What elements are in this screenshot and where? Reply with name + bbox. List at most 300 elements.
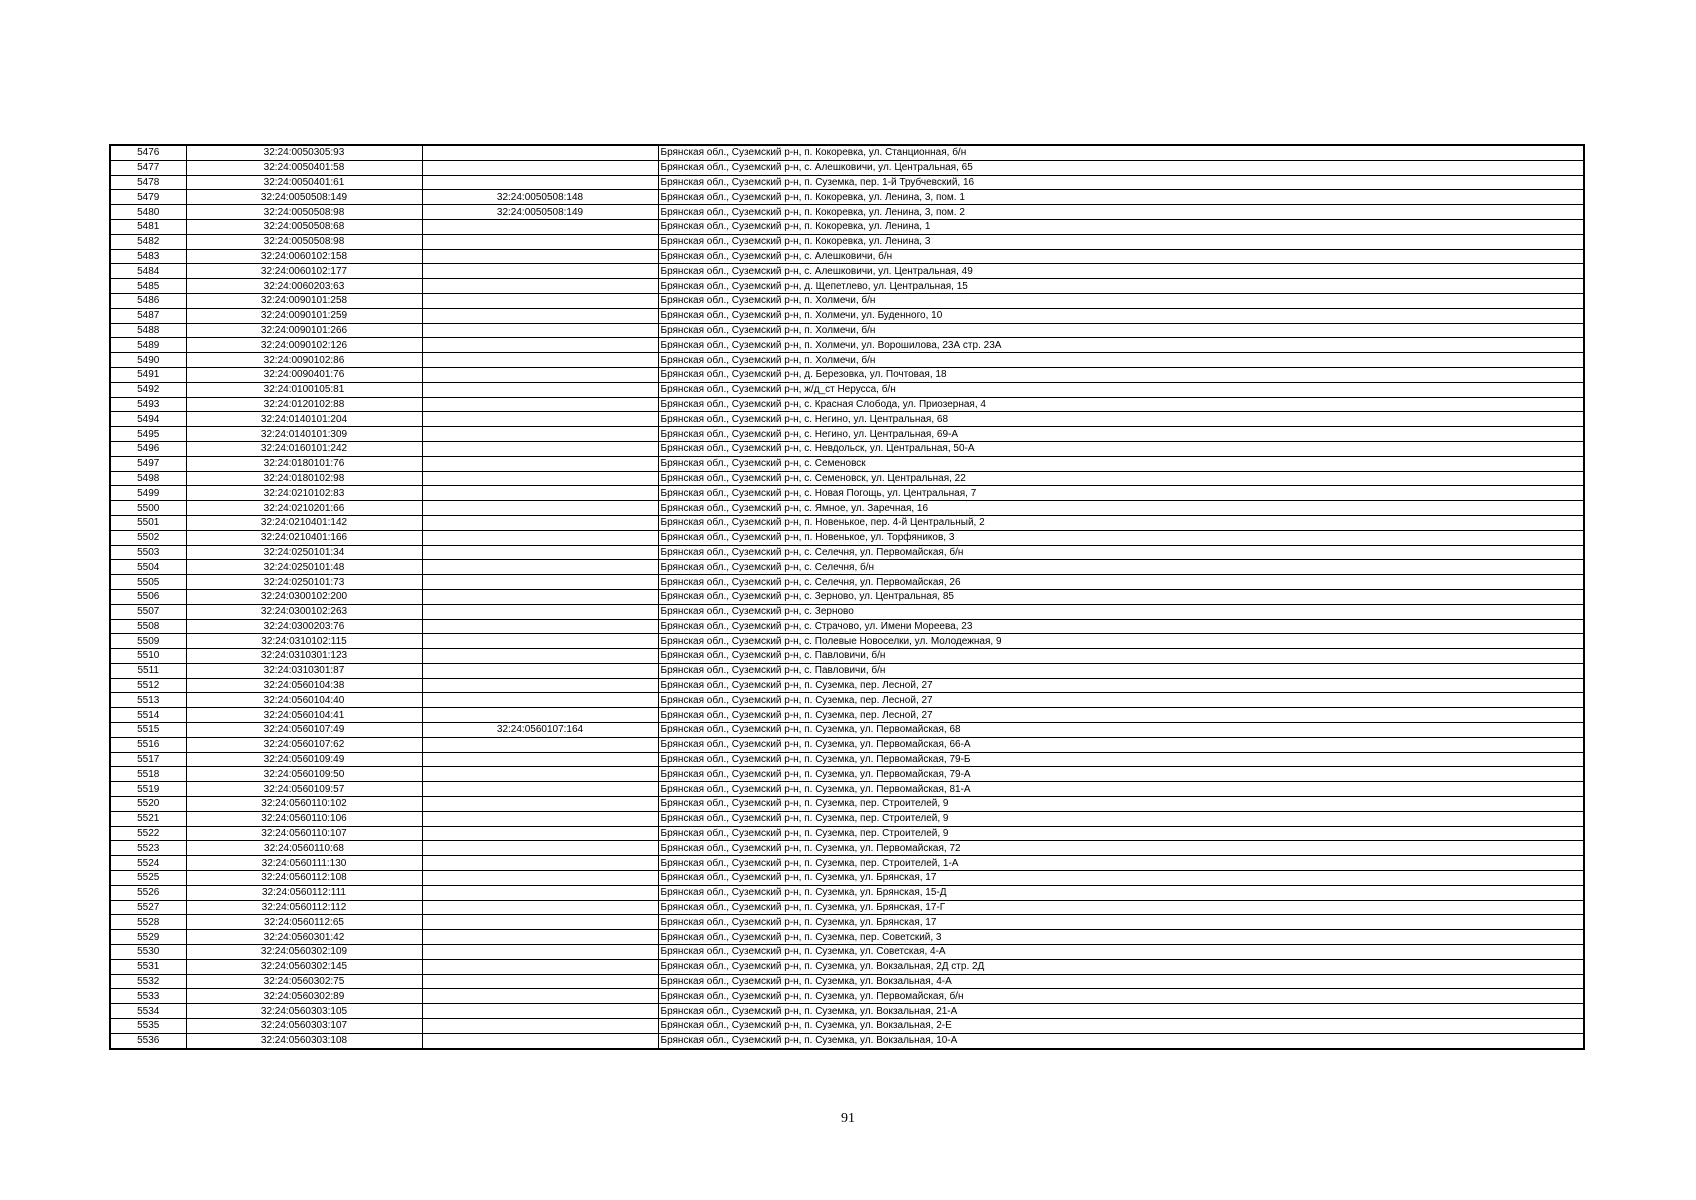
table-row — [110, 338, 1584, 353]
related-cadastral-number-cell — [422, 797, 658, 812]
related-cadastral-number-cell — [422, 219, 658, 234]
cadastral-number-cell: 32:24:0100105:81 — [186, 382, 422, 397]
address-cell: Брянская обл., Суземский р-н, с. Алешковичи, ул. Центральная, 65 — [658, 160, 1584, 175]
cadastral-number-cell: 32:24:0090102:86 — [186, 353, 422, 368]
related-cadastral-number-cell — [422, 841, 658, 856]
related-cadastral-number-cell — [422, 515, 658, 530]
address-cell: Брянская обл., Суземский р-н, п. Суземка, пер. Лесной, 27 — [658, 678, 1584, 693]
related-cadastral-number-cell — [422, 693, 658, 708]
row-number-cell: 5484 — [110, 264, 186, 279]
row-number-cell: 5489 — [110, 338, 186, 353]
cadastral-number-cell: 32:24:0560110:106 — [186, 811, 422, 826]
row-number-cell: 5536 — [110, 1033, 186, 1048]
cadastral-number-cell: 32:24:0050508:98 — [186, 205, 422, 220]
table-row — [110, 915, 1584, 930]
table-row — [110, 145, 1584, 160]
row-number-cell: 5511 — [110, 663, 186, 678]
related-cadastral-number-cell — [422, 560, 658, 575]
address-cell: Брянская обл., Суземский р-н, с. Селечня, ул. Первомайская, 26 — [658, 575, 1584, 590]
cadastral-number-cell: 32:24:0250101:34 — [186, 545, 422, 560]
related-cadastral-number-cell — [422, 767, 658, 782]
cadastral-number-cell: 32:24:0560104:40 — [186, 693, 422, 708]
row-number-cell: 5493 — [110, 397, 186, 412]
row-number-cell: 5512 — [110, 678, 186, 693]
row-number-cell: 5494 — [110, 412, 186, 427]
related-cadastral-number-cell — [422, 737, 658, 752]
row-number-cell: 5525 — [110, 871, 186, 886]
address-cell: Брянская обл., Суземский р-н, п. Суземка, ул. Первомайская, 81-А — [658, 782, 1584, 797]
row-number-cell: 5521 — [110, 811, 186, 826]
cadastral-number-cell: 32:24:0560112:111 — [186, 885, 422, 900]
related-cadastral-number-cell — [422, 471, 658, 486]
row-number-cell: 5530 — [110, 945, 186, 960]
table-row — [110, 234, 1584, 249]
related-cadastral-number-cell — [422, 175, 658, 190]
row-number-cell: 5503 — [110, 545, 186, 560]
address-cell: Брянская обл., Суземский р-н, с. Страчово, ул. Имени Мореева, 23 — [658, 619, 1584, 634]
row-number-cell: 5497 — [110, 456, 186, 471]
table-row — [110, 501, 1584, 516]
address-cell: Брянская обл., Суземский р-н, п. Кокоревка, ул. Ленина, 3, пом. 1 — [658, 190, 1584, 205]
table-row — [110, 160, 1584, 175]
table-row — [110, 678, 1584, 693]
cadastral-number-cell: 32:24:0060102:158 — [186, 249, 422, 264]
row-number-cell: 5491 — [110, 367, 186, 382]
row-number-cell: 5495 — [110, 427, 186, 442]
address-cell: Брянская обл., Суземский р-н, п. Кокоревка, ул. Ленина, 3 — [658, 234, 1584, 249]
table-row — [110, 367, 1584, 382]
cadastral-number-cell: 32:24:0090101:266 — [186, 323, 422, 338]
related-cadastral-number-cell — [422, 663, 658, 678]
row-number-cell: 5507 — [110, 604, 186, 619]
address-cell: Брянская обл., Суземский р-н, п. Суземка, ул. Советская, 4-А — [658, 945, 1584, 960]
address-cell: Брянская обл., Суземский р-н, п. Холмечи, б/н — [658, 293, 1584, 308]
table-row — [110, 456, 1584, 471]
table-row — [110, 560, 1584, 575]
related-cadastral-number-cell — [422, 234, 658, 249]
address-cell: Брянская обл., Суземский р-н, п. Суземка, пер. Строителей, 9 — [658, 826, 1584, 841]
table-row — [110, 663, 1584, 678]
table-row — [110, 959, 1584, 974]
table-row — [110, 1019, 1584, 1034]
cadastral-number-cell: 32:24:0310102:115 — [186, 634, 422, 649]
cadastral-number-cell: 32:24:0090101:258 — [186, 293, 422, 308]
related-cadastral-number-cell — [422, 589, 658, 604]
address-cell: Брянская обл., Суземский р-н, п. Холмечи, ул. Ворошилова, 23А стр. 23А — [658, 338, 1584, 353]
table-row — [110, 486, 1584, 501]
table-row — [110, 604, 1584, 619]
related-cadastral-number-cell — [422, 974, 658, 989]
related-cadastral-number-cell — [422, 427, 658, 442]
related-cadastral-number-cell — [422, 915, 658, 930]
address-cell: Брянская обл., Суземский р-н, д. Щепетлево, ул. Центральная, 15 — [658, 279, 1584, 294]
page-number: 91 — [841, 1111, 855, 1126]
table-row — [110, 871, 1584, 886]
cadastral-number-cell: 32:24:0180102:98 — [186, 471, 422, 486]
row-number-cell: 5517 — [110, 752, 186, 767]
cadastral-number-cell: 32:24:0090102:126 — [186, 338, 422, 353]
address-cell: Брянская обл., Суземский р-н, п. Кокоревка, ул. Ленина, 3, пом. 2 — [658, 205, 1584, 220]
related-cadastral-number-cell — [422, 249, 658, 264]
table-row — [110, 782, 1584, 797]
row-number-cell: 5498 — [110, 471, 186, 486]
address-cell: Брянская обл., Суземский р-н, п. Суземка, пер. Советский, 3 — [658, 930, 1584, 945]
cadastral-number-cell: 32:24:0120102:88 — [186, 397, 422, 412]
row-number-cell: 5478 — [110, 175, 186, 190]
related-cadastral-number-cell — [422, 1019, 658, 1034]
cadastral-number-cell: 32:24:0560112:112 — [186, 900, 422, 915]
address-cell: Брянская обл., Суземский р-н, п. Холмечи, б/н — [658, 323, 1584, 338]
related-cadastral-number-cell — [422, 959, 658, 974]
related-cadastral-number-cell — [422, 634, 658, 649]
row-number-cell: 5531 — [110, 959, 186, 974]
table-row — [110, 219, 1584, 234]
address-cell: Брянская обл., Суземский р-н, п. Новенькое, ул. Торфяников, 3 — [658, 530, 1584, 545]
cadastral-number-cell: 32:24:0210201:66 — [186, 501, 422, 516]
related-cadastral-number-cell — [422, 456, 658, 471]
row-number-cell: 5486 — [110, 293, 186, 308]
row-number-cell: 5515 — [110, 723, 186, 738]
address-cell: Брянская обл., Суземский р-н, с. Павловичи, б/н — [658, 663, 1584, 678]
row-number-cell: 5499 — [110, 486, 186, 501]
cadastral-number-cell: 32:24:0560109:49 — [186, 752, 422, 767]
cadastral-number-cell: 32:24:0560302:145 — [186, 959, 422, 974]
cadastral-number-cell: 32:24:0210401:142 — [186, 515, 422, 530]
related-cadastral-number-cell — [422, 1004, 658, 1019]
table-row — [110, 752, 1584, 767]
table-row — [110, 205, 1584, 220]
address-cell: Брянская обл., Суземский р-н, п. Суземка, пер. Строителей, 9 — [658, 797, 1584, 812]
related-cadastral-number-cell — [422, 1033, 658, 1048]
row-number-cell: 5510 — [110, 649, 186, 664]
related-cadastral-number-cell — [422, 338, 658, 353]
row-number-cell: 5519 — [110, 782, 186, 797]
related-cadastral-number-cell — [422, 885, 658, 900]
cadastral-number-cell: 32:24:0560112:65 — [186, 915, 422, 930]
address-cell: Брянская обл., Суземский р-н, с. Алешковичи, б/н — [658, 249, 1584, 264]
row-number-cell: 5516 — [110, 737, 186, 752]
cadastral-number-cell: 32:24:0560302:75 — [186, 974, 422, 989]
cadastral-number-cell: 32:24:0140101:309 — [186, 427, 422, 442]
row-number-cell: 5480 — [110, 205, 186, 220]
table-row — [110, 412, 1584, 427]
table-row — [110, 856, 1584, 871]
address-cell: Брянская обл., Суземский р-н, п. Суземка, ул. Первомайская, 79-А — [658, 767, 1584, 782]
address-cell: Брянская обл., Суземский р-н, п. Суземка, ул. Вокзальная, 21-А — [658, 1004, 1584, 1019]
related-cadastral-number-cell: 32:24:0560107:164 — [422, 723, 658, 738]
related-cadastral-number-cell — [422, 353, 658, 368]
table-row — [110, 190, 1584, 205]
row-number-cell: 5492 — [110, 382, 186, 397]
cadastral-number-cell: 32:24:0050401:61 — [186, 175, 422, 190]
related-cadastral-number-cell — [422, 397, 658, 412]
row-number-cell: 5528 — [110, 915, 186, 930]
table-row — [110, 841, 1584, 856]
table-row — [110, 1033, 1584, 1048]
address-cell: Брянская обл., Суземский р-н, п. Суземка, ул. Вокзальная, 4-А — [658, 974, 1584, 989]
table-row — [110, 723, 1584, 738]
table-row — [110, 175, 1584, 190]
address-cell: Брянская обл., Суземский р-н, п. Суземка, ул. Брянская, 17 — [658, 915, 1584, 930]
address-cell: Брянская обл., Суземский р-н, с. Зерново — [658, 604, 1584, 619]
cadastral-number-cell: 32:24:0060203:63 — [186, 279, 422, 294]
cadastral-number-cell: 32:24:0300203:76 — [186, 619, 422, 634]
related-cadastral-number-cell — [422, 871, 658, 886]
cadastral-number-cell: 32:24:0560107:62 — [186, 737, 422, 752]
address-cell: Брянская обл., Суземский р-н, с. Семеновск, ул. Центральная, 22 — [658, 471, 1584, 486]
address-cell: Брянская обл., Суземский р-н, п. Холмечи, б/н — [658, 353, 1584, 368]
cadastral-number-cell: 32:24:0250101:73 — [186, 575, 422, 590]
cadastral-number-cell: 32:24:0310301:87 — [186, 663, 422, 678]
related-cadastral-number-cell — [422, 782, 658, 797]
table-row — [110, 427, 1584, 442]
address-cell: Брянская обл., Суземский р-н, п. Суземка, ул. Брянская, 17-Г — [658, 900, 1584, 915]
cadastral-number-cell: 32:24:0300102:200 — [186, 589, 422, 604]
cadastral-number-cell: 32:24:0210102:83 — [186, 486, 422, 501]
address-cell: Брянская обл., Суземский р-н, п. Новенькое, пер. 4-й Центральный, 2 — [658, 515, 1584, 530]
cadastral-number-cell: 32:24:0090401:76 — [186, 367, 422, 382]
related-cadastral-number-cell — [422, 264, 658, 279]
table-row — [110, 249, 1584, 264]
table-row — [110, 575, 1584, 590]
row-number-cell: 5496 — [110, 441, 186, 456]
cadastral-number-cell: 32:24:0560110:68 — [186, 841, 422, 856]
cadastral-number-cell: 32:24:0050305:93 — [186, 145, 422, 160]
cadastral-number-cell: 32:24:0180101:76 — [186, 456, 422, 471]
row-number-cell: 5490 — [110, 353, 186, 368]
cadastral-number-cell: 32:24:0560303:105 — [186, 1004, 422, 1019]
table-row — [110, 589, 1584, 604]
cadastral-number-cell: 32:24:0050508:98 — [186, 234, 422, 249]
cadastral-number-cell: 32:24:0160101:242 — [186, 441, 422, 456]
row-number-cell: 5477 — [110, 160, 186, 175]
row-number-cell: 5520 — [110, 797, 186, 812]
cadastral-number-cell: 32:24:0560303:107 — [186, 1019, 422, 1034]
row-number-cell: 5509 — [110, 634, 186, 649]
related-cadastral-number-cell — [422, 530, 658, 545]
table-row — [110, 545, 1584, 560]
address-cell: Брянская обл., Суземский р-н, с. Селечня, ул. Первомайская, б/н — [658, 545, 1584, 560]
address-cell: Брянская обл., Суземский р-н, с. Ямное, ул. Заречная, 16 — [658, 501, 1584, 516]
table-row — [110, 811, 1584, 826]
cadastral-number-cell: 32:24:0140101:204 — [186, 412, 422, 427]
address-cell: Брянская обл., Суземский р-н, д. Березовка, ул. Почтовая, 18 — [658, 367, 1584, 382]
cadastral-number-cell: 32:24:0300102:263 — [186, 604, 422, 619]
cadastral-number-cell: 32:24:0310301:123 — [186, 649, 422, 664]
address-cell: Брянская обл., Суземский р-н, п. Суземка, ул. Первомайская, 79-Б — [658, 752, 1584, 767]
address-cell: Брянская обл., Суземский р-н, с. Негино, ул. Центральная, 68 — [658, 412, 1584, 427]
row-number-cell: 5534 — [110, 1004, 186, 1019]
address-cell: Брянская обл., Суземский р-н, с. Негино, ул. Центральная, 69-А — [658, 427, 1584, 442]
table-row — [110, 634, 1584, 649]
related-cadastral-number-cell: 32:24:0050508:148 — [422, 190, 658, 205]
cadastral-number-cell: 32:24:0090101:259 — [186, 308, 422, 323]
row-number-cell: 5502 — [110, 530, 186, 545]
address-cell: Брянская обл., Суземский р-н, п. Суземка, ул. Вокзальная, 10-А — [658, 1033, 1584, 1048]
address-cell: Брянская обл., Суземский р-н, с. Семеновск — [658, 456, 1584, 471]
table-row — [110, 945, 1584, 960]
row-number-cell: 5527 — [110, 900, 186, 915]
cadastral-number-cell: 32:24:0560112:108 — [186, 871, 422, 886]
table-row — [110, 515, 1584, 530]
address-cell: Брянская обл., Суземский р-н, п. Кокоревка, ул. Ленина, 1 — [658, 219, 1584, 234]
table-row — [110, 708, 1584, 723]
table-row — [110, 471, 1584, 486]
table-row — [110, 530, 1584, 545]
row-number-cell: 5487 — [110, 308, 186, 323]
cadastral-number-cell: 32:24:0560111:130 — [186, 856, 422, 871]
related-cadastral-number-cell — [422, 619, 658, 634]
row-number-cell: 5523 — [110, 841, 186, 856]
table-row — [110, 264, 1584, 279]
cadastral-number-cell: 32:24:0560104:41 — [186, 708, 422, 723]
related-cadastral-number-cell — [422, 308, 658, 323]
row-number-cell: 5529 — [110, 930, 186, 945]
address-cell: Брянская обл., Суземский р-н, п. Кокоревка, ул. Станционная, б/н — [658, 145, 1584, 160]
row-number-cell: 5524 — [110, 856, 186, 871]
row-number-cell: 5514 — [110, 708, 186, 723]
related-cadastral-number-cell — [422, 678, 658, 693]
address-cell: Брянская обл., Суземский р-н, с. Павловичи, б/н — [658, 649, 1584, 664]
cadastral-number-cell: 32:24:0560109:57 — [186, 782, 422, 797]
related-cadastral-number-cell — [422, 382, 658, 397]
table-row — [110, 279, 1584, 294]
cadastral-number-cell: 32:24:0210401:166 — [186, 530, 422, 545]
address-cell: Брянская обл., Суземский р-н, п. Суземка, пер. Лесной, 27 — [658, 708, 1584, 723]
address-cell: Брянская обл., Суземский р-н, с. Алешковичи, ул. Центральная, 49 — [658, 264, 1584, 279]
table-row — [110, 974, 1584, 989]
table-row — [110, 767, 1584, 782]
address-cell: Брянская обл., Суземский р-н, п. Суземка, ул. Первомайская, б/н — [658, 989, 1584, 1004]
row-number-cell: 5506 — [110, 589, 186, 604]
address-cell: Брянская обл., Суземский р-н, п. Суземка, ул. Первомайская, 66-А — [658, 737, 1584, 752]
row-number-cell: 5522 — [110, 826, 186, 841]
address-cell: Брянская обл., Суземский р-н, п. Суземка, ул. Первомайская, 68 — [658, 723, 1584, 738]
cadastral-number-cell: 32:24:0560110:102 — [186, 797, 422, 812]
row-number-cell: 5513 — [110, 693, 186, 708]
row-number-cell: 5476 — [110, 145, 186, 160]
related-cadastral-number-cell — [422, 604, 658, 619]
address-cell: Брянская обл., Суземский р-н, с. Селечня, б/н — [658, 560, 1584, 575]
related-cadastral-number-cell — [422, 145, 658, 160]
row-number-cell: 5488 — [110, 323, 186, 338]
related-cadastral-number-cell — [422, 486, 658, 501]
table-row — [110, 826, 1584, 841]
table-row — [110, 353, 1584, 368]
table-row — [110, 1004, 1584, 1019]
related-cadastral-number-cell — [422, 279, 658, 294]
related-cadastral-number-cell — [422, 900, 658, 915]
related-cadastral-number-cell — [422, 323, 658, 338]
table-row — [110, 885, 1584, 900]
related-cadastral-number-cell — [422, 441, 658, 456]
address-cell: Брянская обл., Суземский р-н, с. Зерново, ул. Центральная, 85 — [658, 589, 1584, 604]
related-cadastral-number-cell — [422, 752, 658, 767]
table-row — [110, 930, 1584, 945]
address-cell: Брянская обл., Суземский р-н, п. Суземка, пер. Лесной, 27 — [658, 693, 1584, 708]
cadastral-number-cell: 32:24:0050401:58 — [186, 160, 422, 175]
address-cell: Брянская обл., Суземский р-н, п. Суземка, ул. Брянская, 17 — [658, 871, 1584, 886]
table-row — [110, 397, 1584, 412]
address-cell: Брянская обл., Суземский р-н, п. Суземка, ул. Вокзальная, 2-Е — [658, 1019, 1584, 1034]
related-cadastral-number-cell — [422, 545, 658, 560]
address-cell: Брянская обл., Суземский р-н, п. Суземка, ул. Вокзальная, 2Д стр. 2Д — [658, 959, 1584, 974]
cadastral-number-cell: 32:24:0560104:38 — [186, 678, 422, 693]
table-row — [110, 649, 1584, 664]
related-cadastral-number-cell — [422, 501, 658, 516]
cadastral-number-cell: 32:24:0560303:108 — [186, 1033, 422, 1048]
related-cadastral-number-cell — [422, 708, 658, 723]
row-number-cell: 5532 — [110, 974, 186, 989]
cadastral-number-cell: 32:24:0250101:48 — [186, 560, 422, 575]
related-cadastral-number-cell — [422, 856, 658, 871]
related-cadastral-number-cell — [422, 989, 658, 1004]
row-number-cell: 5501 — [110, 515, 186, 530]
row-number-cell: 5526 — [110, 885, 186, 900]
related-cadastral-number-cell — [422, 649, 658, 664]
table-row — [110, 693, 1584, 708]
address-cell: Брянская обл., Суземский р-н, п. Суземка, пер. 1-й Трубчевский, 16 — [658, 175, 1584, 190]
row-number-cell: 5485 — [110, 279, 186, 294]
related-cadastral-number-cell — [422, 367, 658, 382]
cadastral-number-cell: 32:24:0050508:149 — [186, 190, 422, 205]
cadastral-number-cell: 32:24:0560110:107 — [186, 826, 422, 841]
related-cadastral-number-cell — [422, 811, 658, 826]
row-number-cell: 5483 — [110, 249, 186, 264]
address-cell: Брянская обл., Суземский р-н, с. Невдольск, ул. Центральная, 50-А — [658, 441, 1584, 456]
table-row — [110, 308, 1584, 323]
address-cell: Брянская обл., Суземский р-н, с. Красная Слобода, ул. Приозерная, 4 — [658, 397, 1584, 412]
row-number-cell: 5533 — [110, 989, 186, 1004]
address-cell: Брянская обл., Суземский р-н, с. Полевые Новоселки, ул. Молодежная, 9 — [658, 634, 1584, 649]
address-cell: Брянская обл., Суземский р-н, п. Суземка, ул. Брянская, 15-Д — [658, 885, 1584, 900]
table-row — [110, 797, 1584, 812]
row-number-cell: 5535 — [110, 1019, 186, 1034]
cadastral-number-cell: 32:24:0060102:177 — [186, 264, 422, 279]
address-cell: Брянская обл., Суземский р-н, п. Суземка, ул. Первомайская, 72 — [658, 841, 1584, 856]
registry-table-body — [110, 145, 1584, 1049]
address-cell: Брянская обл., Суземский р-н, ж/д_ст Нерусса, б/н — [658, 382, 1584, 397]
related-cadastral-number-cell: 32:24:0050508:149 — [422, 205, 658, 220]
row-number-cell: 5479 — [110, 190, 186, 205]
row-number-cell: 5504 — [110, 560, 186, 575]
table-row — [110, 323, 1584, 338]
cadastral-number-cell: 32:24:0050508:68 — [186, 219, 422, 234]
address-cell: Брянская обл., Суземский р-н, п. Суземка, пер. Строителей, 9 — [658, 811, 1584, 826]
related-cadastral-number-cell — [422, 945, 658, 960]
address-cell: Брянская обл., Суземский р-н, п. Холмечи, ул. Буденного, 10 — [658, 308, 1584, 323]
table-row — [110, 900, 1584, 915]
row-number-cell: 5518 — [110, 767, 186, 782]
table-row — [110, 441, 1584, 456]
row-number-cell: 5482 — [110, 234, 186, 249]
row-number-cell: 5500 — [110, 501, 186, 516]
address-cell: Брянская обл., Суземский р-н, п. Суземка, пер. Строителей, 1-А — [658, 856, 1584, 871]
related-cadastral-number-cell — [422, 293, 658, 308]
table-row — [110, 619, 1584, 634]
table-row — [110, 737, 1584, 752]
cadastral-number-cell: 32:24:0560107:49 — [186, 723, 422, 738]
related-cadastral-number-cell — [422, 826, 658, 841]
related-cadastral-number-cell — [422, 160, 658, 175]
related-cadastral-number-cell — [422, 930, 658, 945]
cadastral-number-cell: 32:24:0560109:50 — [186, 767, 422, 782]
row-number-cell: 5508 — [110, 619, 186, 634]
related-cadastral-number-cell — [422, 575, 658, 590]
cadastral-number-cell: 32:24:0560302:89 — [186, 989, 422, 1004]
related-cadastral-number-cell — [422, 412, 658, 427]
cadastral-number-cell: 32:24:0560301:42 — [186, 930, 422, 945]
